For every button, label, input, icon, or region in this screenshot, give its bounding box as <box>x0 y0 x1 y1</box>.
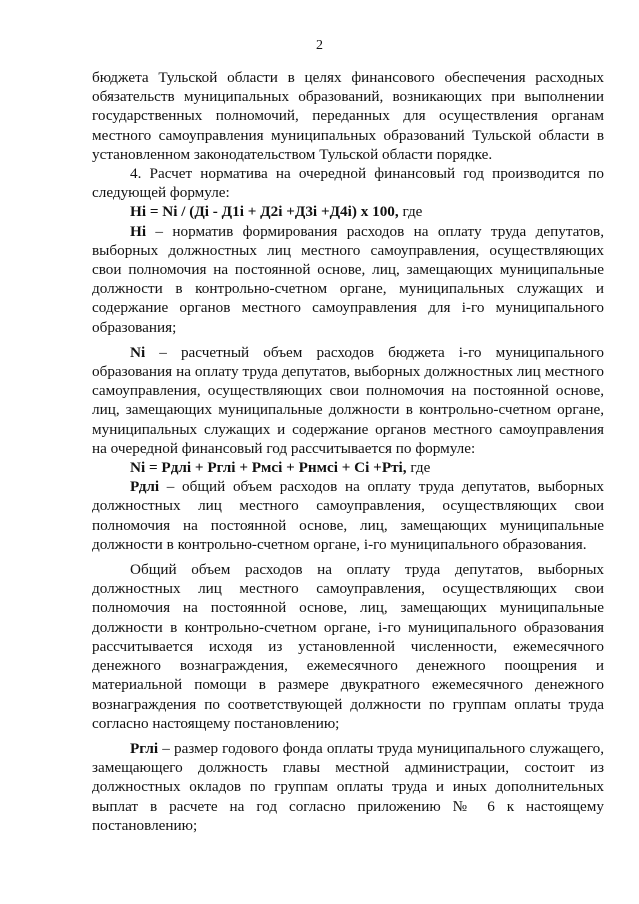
definition-rdli <box>92 477 604 554</box>
definition-hi-text: – норматив формирования расходов на оплату труда депутатов, выборных должностных лиц местного самоуправления, осуществляющих свои полномочия на постоянной основе, лиц, замещающих муниципальные должности в контрольно-счетном органе, муниципальных служащих и содержание органов местного самоуправления для i-го муниципального образования; <box>92 222 604 336</box>
document-body <box>92 68 604 835</box>
formula-norm-where: где <box>398 203 423 221</box>
definition-ni-term: Ni <box>130 343 146 361</box>
formula-ni <box>92 458 604 477</box>
paragraph-budget-continuation: бюджета Тульской области в целях финансового обеспечения расходных обязательств муниципальных образований, возникающих при выполнении государственных полномочий, переданных для осуществления органам местного самоуправления муниципальных образований Тульской области в установленном законодательством Тульской области порядке. <box>92 69 604 163</box>
definition-rdli-term: Рдлi <box>130 478 160 496</box>
paragraph-calculation-intro: 4. Расчет норматива на очередной финансовый год производится по следующей формуле: <box>92 165 604 202</box>
page-number: 2 <box>316 38 323 53</box>
formula-norm-expression: Hi = Ni / (Дi - Д1i + Д2i +Д3i +Д4i) х 100, <box>130 203 399 221</box>
paragraph-general-volume: Общий объем расходов на оплату труда депутатов, выборных должностных лиц местного самоуправления, осуществляющих свои полномочия на постоянной основе, лиц, замещающих муниципальные должности в контрольно-счетном органе, i-го муниципального образования рассчитывается исходя из установленной численности, ежемесячного денежного вознаграждения, ежемесячного денежного поощрения и материальной помощи в размере двукратного ежемесячного денежного вознаграждения по соответствующей должности по группам оплаты труда согласно настоящему постановлению; <box>92 561 604 732</box>
definition-rgli-text: – размер годового фонда оплаты труда муниципального служащего, замещающего должность главы местной администрации, состоит из должностных окладов по группам оплаты труда и иных дополнительных выплат в расчете на год согласно приложению № 6 к настоящему постановлению; <box>92 739 604 834</box>
definition-rgli <box>92 739 604 835</box>
definition-hi <box>92 222 604 337</box>
formula-ni-expression: Ni = Pдлi + Pглi + Pмсi + Pнмсi + Ci +Pтi, <box>130 459 407 477</box>
definition-ni <box>92 343 604 458</box>
definition-ni-text: – расчетный объем расходов бюджета i-го муниципального образования на оплату труда депутатов, выборных должностных лиц местного самоуправления, осуществляющих свои полномочия на постоянной основе, лиц, замещающих муниципальные должности в контрольно-счетном органе, муниципальных служащих и содержание органов местного самоуправления на очередной финансовый год рассчитывается по формуле: <box>92 343 604 457</box>
definition-hi-term: Hi <box>130 222 147 240</box>
formula-ni-where: где <box>406 459 431 477</box>
definition-rgli-term: Рглi <box>130 739 159 757</box>
formula-norm <box>92 202 604 221</box>
definition-rdli-text: – общий объем расходов на оплату труда депутатов, выборных должностных лиц местного самоуправления, осуществляющих свои полномочия на постоянной основе, лиц, замещающих муниципальные должности в контрольно-счетном органе, i-го муниципального образования. <box>92 478 604 553</box>
